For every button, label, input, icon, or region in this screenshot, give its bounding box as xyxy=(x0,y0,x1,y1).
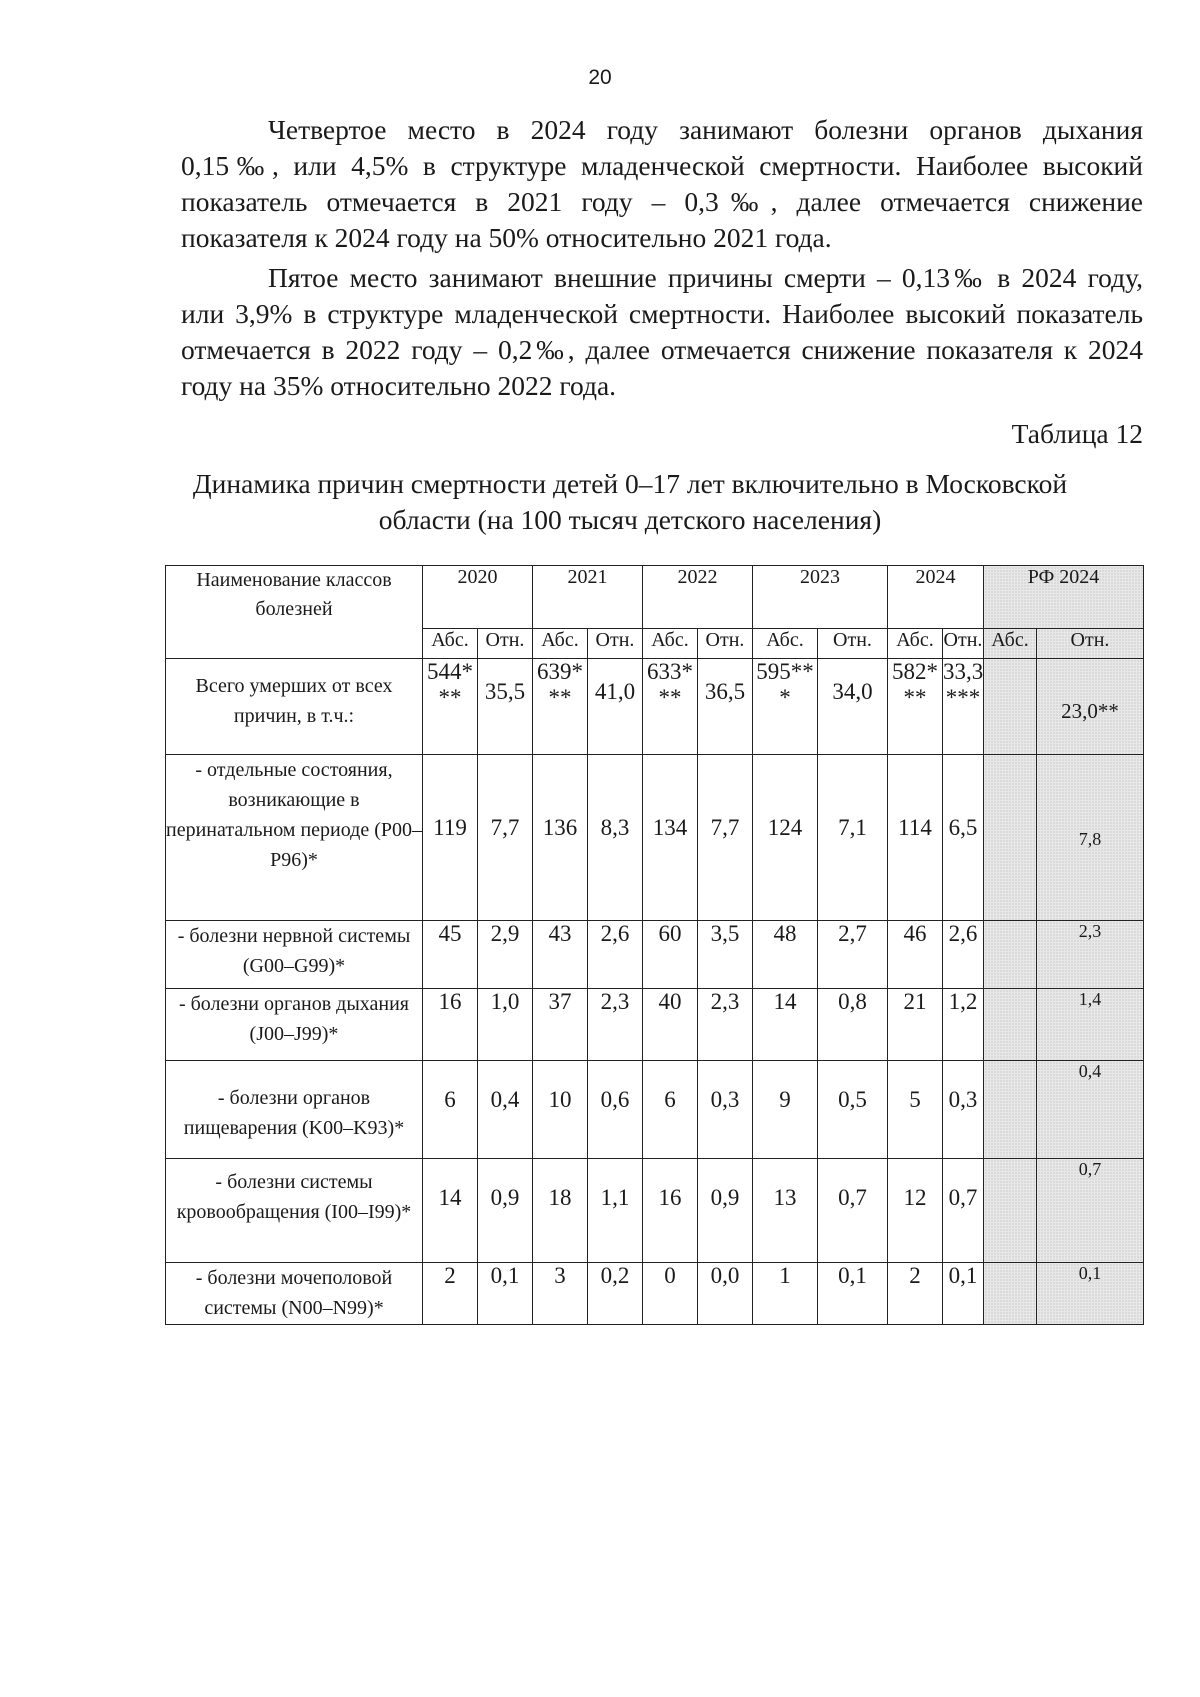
cell-abs: 6 xyxy=(423,1061,478,1159)
cell-rel: 2,3 xyxy=(588,989,643,1061)
subheader-abs: Абс. xyxy=(984,629,1037,659)
text-line: показателя к 2024 году на 50% относительно 2021 года. xyxy=(181,222,832,253)
cell-abs: 0 xyxy=(643,1263,698,1325)
cell-abs: 2 xyxy=(423,1263,478,1325)
table-row xyxy=(166,1159,1144,1263)
cell-rel: 0,3 xyxy=(698,1061,753,1159)
cell-rel: 0,6 xyxy=(588,1061,643,1159)
cell-abs: 1 xyxy=(753,1263,818,1325)
cell-rel: 0,2 xyxy=(588,1263,643,1325)
cell-abs: 46 xyxy=(888,921,943,989)
cell-abs: 43 xyxy=(533,921,588,989)
cell-abs: 40 xyxy=(643,989,698,1061)
row-name: - болезни органов пищеварения (K00–K93)* xyxy=(166,1061,423,1159)
cell-rel: 0,4 xyxy=(478,1061,533,1159)
cell-rel: 0,1 xyxy=(478,1263,533,1325)
column-header-year: 2020 xyxy=(423,566,533,629)
subheader-abs: Абс. xyxy=(643,629,698,659)
cell-rel: 1,2 xyxy=(943,989,984,1061)
cell-abs: 16 xyxy=(423,989,478,1061)
cell-abs: 16 xyxy=(643,1159,698,1263)
cell-rel: 7,1 xyxy=(818,755,888,921)
cell-abs: 60 xyxy=(643,921,698,989)
cell-rf-abs xyxy=(984,659,1037,755)
table-row xyxy=(166,921,1144,989)
paragraph-fifth-place xyxy=(181,260,1143,404)
column-header-name: Наименование классов болезней xyxy=(166,566,423,659)
row-name: - отдельные состояния, возникающие в перинатальном периоде (P00–P96)* xyxy=(166,755,423,921)
subheader-rel: Отн. xyxy=(588,629,643,659)
cell-abs: 134 xyxy=(643,755,698,921)
table-row xyxy=(166,755,1144,921)
row-name: - болезни органов дыхания (J00–J99)* xyxy=(166,989,423,1061)
text-line: или 3,9% в структуре младенческой смертности. Наиболее высокий показатель xyxy=(181,298,1143,329)
cell-rel: 35,5 xyxy=(478,659,533,755)
cell-rel: 0,0 xyxy=(698,1263,753,1325)
text-line: отмечается в 2022 году – 0,2‰, далее отмечается снижение показателя к 2024 xyxy=(181,334,1143,365)
row-name: - болезни системы кровообращения (I00–I99)* xyxy=(166,1159,423,1263)
cell-rel: 0,8 xyxy=(818,989,888,1061)
cell-rel: 36,5 xyxy=(698,659,753,755)
text-line: 0,15‰, или 4,5% в структуре младенческой смертности. Наиболее высокий xyxy=(181,150,1143,181)
cell-abs: 45 xyxy=(423,921,478,989)
cell-abs: 5 xyxy=(888,1061,943,1159)
cell-rel: 1,1 xyxy=(588,1159,643,1263)
cell-rel: 6,5 xyxy=(943,755,984,921)
text-line: году на 35% относительно 2022 года. xyxy=(181,370,617,401)
cell-rf-abs xyxy=(984,1159,1037,1263)
paragraph-fourth-place xyxy=(181,112,1143,256)
column-header-year: 2023 xyxy=(753,566,888,629)
cell-rel: 0,9 xyxy=(698,1159,753,1263)
caption-line: области (на 100 тысяч детского населения) xyxy=(378,504,882,535)
cell-abs: 3 xyxy=(533,1263,588,1325)
cell-rel: 2,9 xyxy=(478,921,533,989)
column-header-year: 2024 xyxy=(888,566,984,629)
cell-rel: 0,1 xyxy=(943,1263,984,1325)
cell-rel: 0,3 xyxy=(943,1061,984,1159)
table-row xyxy=(166,659,1144,755)
text-line: показатель отмечается в 2021 году – 0,3‰, далее отмечается снижение xyxy=(181,186,1143,217)
cell-rf-rel: 2,3 xyxy=(1037,921,1144,989)
cell-abs: 9 xyxy=(753,1061,818,1159)
subheader-rel: Отн. xyxy=(478,629,533,659)
cell-rf-abs xyxy=(984,755,1037,921)
cell-rf-rel: 1,4 xyxy=(1037,989,1144,1061)
cell-abs: 10 xyxy=(533,1061,588,1159)
cell-rf-rel: 0,7 xyxy=(1037,1159,1144,1263)
subheader-abs: Абс. xyxy=(753,629,818,659)
cell-abs: 119 xyxy=(423,755,478,921)
cell-abs: 37 xyxy=(533,989,588,1061)
cell-rel: 1,0 xyxy=(478,989,533,1061)
subheader-rel: Отн. xyxy=(943,629,984,659)
cell-rf-abs xyxy=(984,921,1037,989)
subheader-rel: Отн. xyxy=(1037,629,1144,659)
cell-rel: 2,3 xyxy=(698,989,753,1061)
cell-rf-abs xyxy=(984,1061,1037,1159)
subheader-rel: Отн. xyxy=(698,629,753,659)
row-name: - болезни нервной системы (G00–G99)* xyxy=(166,921,423,989)
caption-line: Динамика причин смертности детей 0–17 лет включительно в Московской xyxy=(192,468,1068,499)
cell-rel: 0,1 xyxy=(818,1263,888,1325)
cell-abs: 12 xyxy=(888,1159,943,1263)
cell-rel: 0,7 xyxy=(943,1159,984,1263)
cell-abs: 48 xyxy=(753,921,818,989)
cell-rel: 7,7 xyxy=(478,755,533,921)
page-number: 20 xyxy=(588,66,612,89)
table-row xyxy=(166,989,1144,1061)
cell-abs: 544* ** xyxy=(423,659,478,755)
mortality-table xyxy=(165,565,1144,1325)
cell-abs: 124 xyxy=(753,755,818,921)
cell-rel: 2,6 xyxy=(588,921,643,989)
cell-rel: 0,7 xyxy=(818,1159,888,1263)
cell-abs: 21 xyxy=(888,989,943,1061)
text-line: Четвертое место в 2024 году занимают болезни органов дыхания xyxy=(268,114,1143,145)
subheader-abs: Абс. xyxy=(888,629,943,659)
cell-abs: 114 xyxy=(888,755,943,921)
cell-rf-rel: 23,0** xyxy=(1037,659,1144,755)
cell-rel: 3,5 xyxy=(698,921,753,989)
subheader-abs: Абс. xyxy=(533,629,588,659)
table-caption xyxy=(150,466,1110,538)
subheader-abs: Абс. xyxy=(423,629,478,659)
cell-rel: 8,3 xyxy=(588,755,643,921)
column-header-rf: РФ 2024 xyxy=(984,566,1144,629)
row-name: Всего умерших от всех причин, в т.ч.: xyxy=(166,659,423,755)
cell-rel: 41,0 xyxy=(588,659,643,755)
cell-abs: 595** * xyxy=(753,659,818,755)
cell-abs: 14 xyxy=(423,1159,478,1263)
cell-abs: 14 xyxy=(753,989,818,1061)
subheader-rel: Отн. xyxy=(818,629,888,659)
cell-rel: 2,6 xyxy=(943,921,984,989)
cell-rf-rel: 0,4 xyxy=(1037,1061,1144,1159)
cell-rel: 33,3 *** xyxy=(943,659,984,755)
cell-abs: 639* ** xyxy=(533,659,588,755)
cell-abs: 6 xyxy=(643,1061,698,1159)
table-header-row xyxy=(166,566,1144,629)
cell-rel: 7,7 xyxy=(698,755,753,921)
row-name: - болезни мочеполовой системы (N00–N99)* xyxy=(166,1263,423,1325)
cell-abs: 136 xyxy=(533,755,588,921)
cell-rf-abs xyxy=(984,1263,1037,1325)
table-label: Таблица 12 xyxy=(1011,418,1143,449)
cell-rel: 0,5 xyxy=(818,1061,888,1159)
cell-rf-rel: 0,1 xyxy=(1037,1263,1144,1325)
cell-abs: 633* ** xyxy=(643,659,698,755)
cell-rel: 2,7 xyxy=(818,921,888,989)
cell-rf-abs xyxy=(984,989,1037,1061)
text-line: Пятое место занимают внешние причины смерти – 0,13‰ в 2024 году, xyxy=(268,262,1143,293)
column-header-year: 2021 xyxy=(533,566,643,629)
cell-abs: 18 xyxy=(533,1159,588,1263)
cell-rel: 34,0 xyxy=(818,659,888,755)
cell-abs: 2 xyxy=(888,1263,943,1325)
cell-rf-rel: 7,8 xyxy=(1037,755,1144,921)
cell-abs: 582* ** xyxy=(888,659,943,755)
column-header-year: 2022 xyxy=(643,566,753,629)
table-row xyxy=(166,1061,1144,1159)
table-row xyxy=(166,1263,1144,1325)
cell-abs: 13 xyxy=(753,1159,818,1263)
cell-rel: 0,9 xyxy=(478,1159,533,1263)
